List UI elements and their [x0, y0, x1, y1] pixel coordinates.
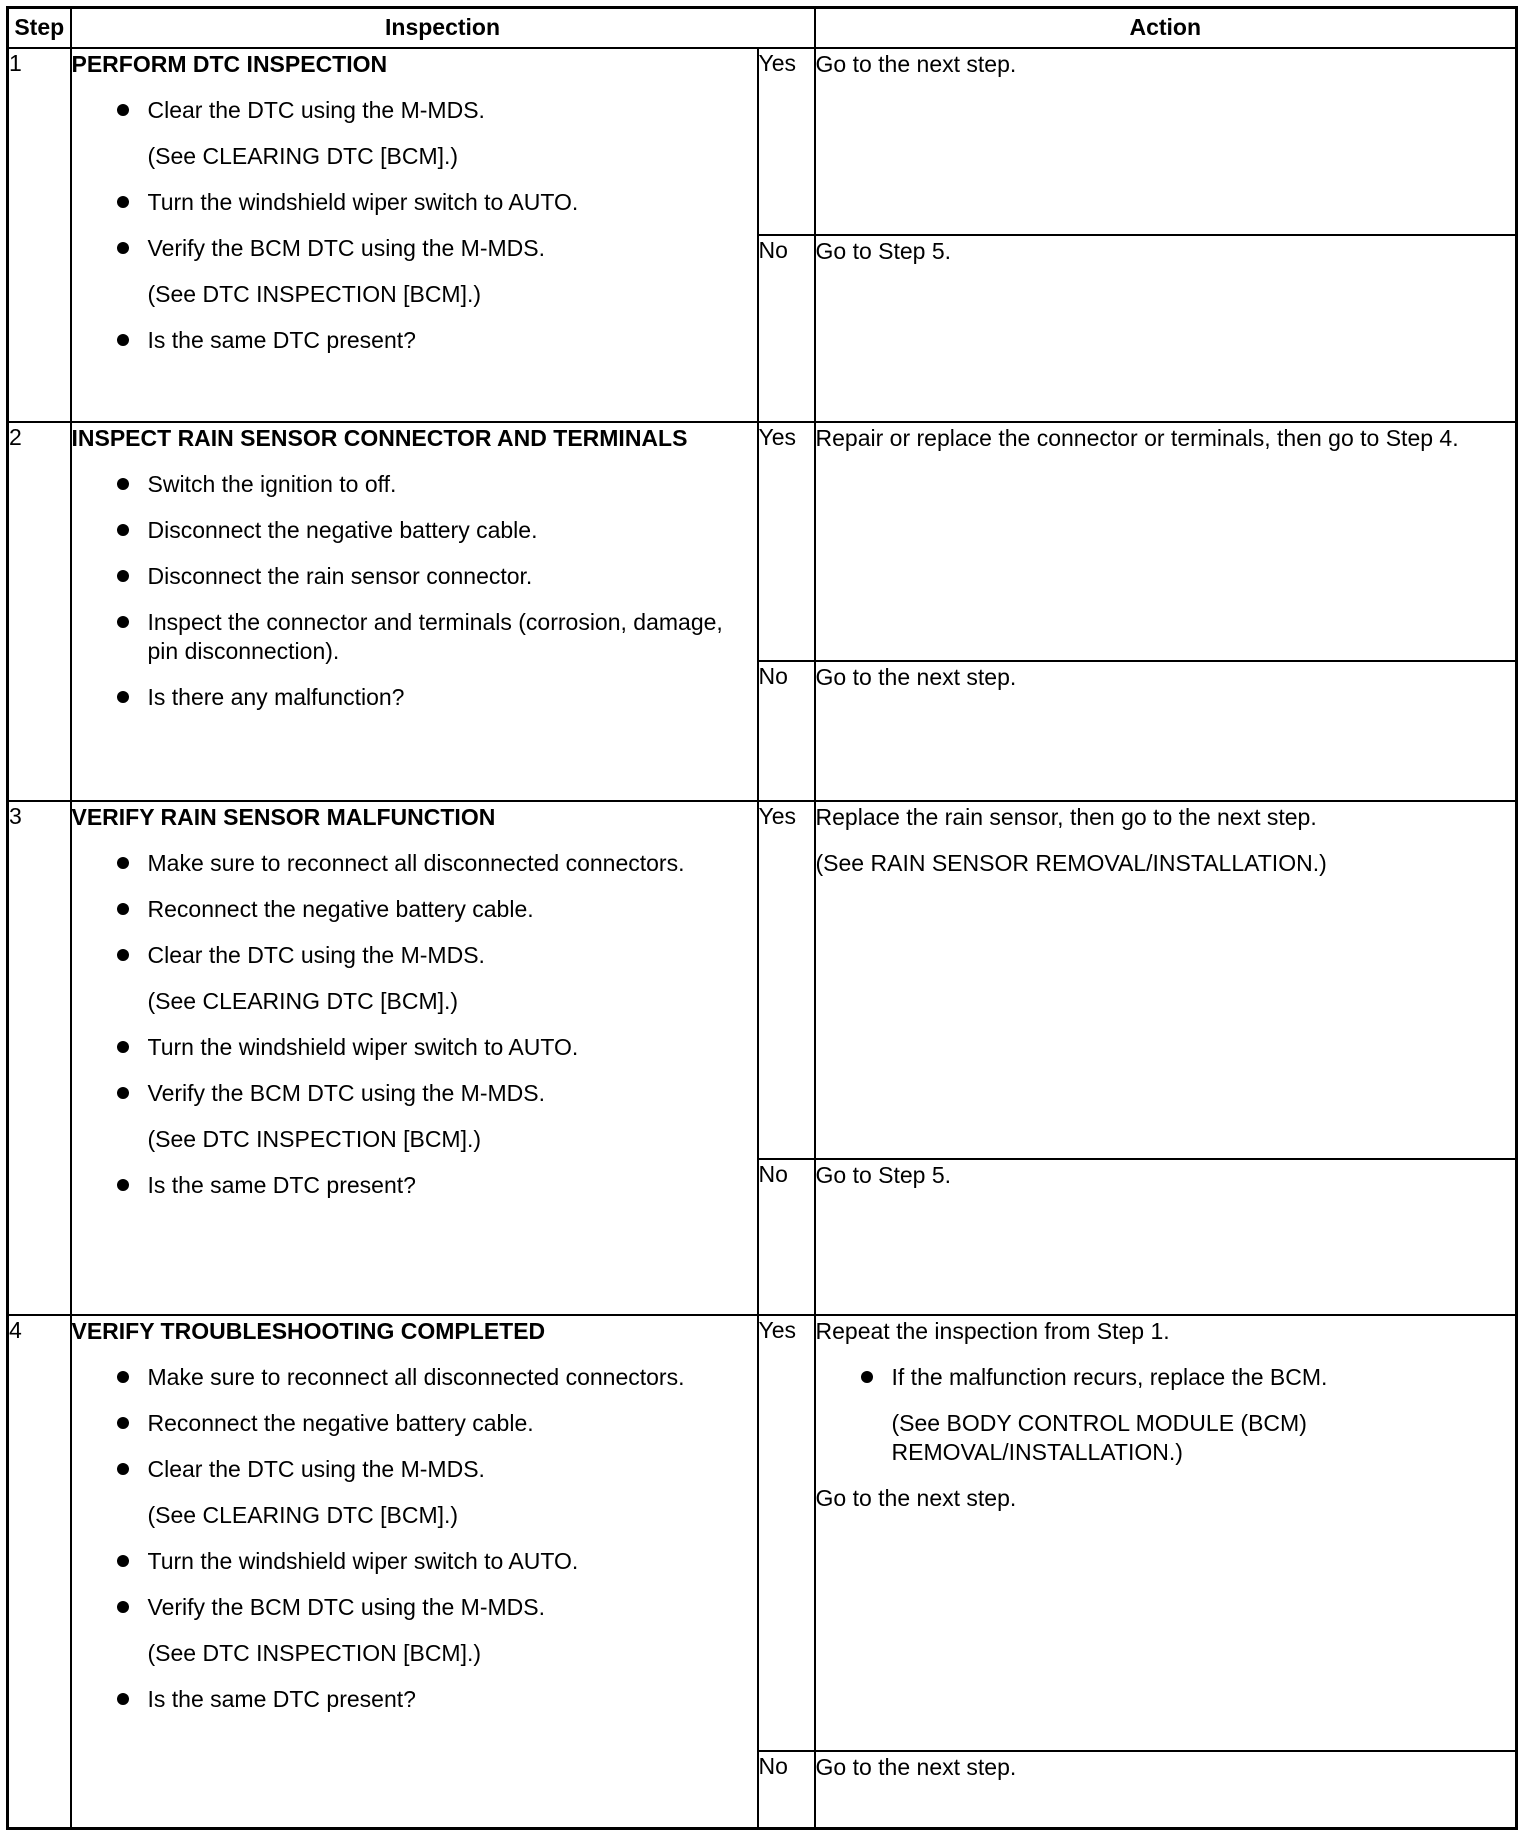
- step-number: 3: [8, 801, 71, 1315]
- step-number: 4: [8, 1315, 71, 1828]
- action-text: Repeat the inspection from Step 1.: [815, 1318, 1170, 1345]
- yes-label: Yes: [758, 801, 815, 1159]
- inspection-list: [72, 470, 757, 712]
- inspection-item: Inspect the connector and terminals (corrosion, damage, pin disconnection).: [72, 608, 757, 666]
- inspection-item: Is the same DTC present?: [72, 1171, 757, 1200]
- inspection-item: Is there any malfunction?: [72, 683, 757, 712]
- action-text: Go to the next step.: [815, 1485, 1017, 1512]
- action-text: Replace the rain sensor, then go to the next step.: [815, 804, 1317, 831]
- inspection-reference: (See CLEARING DTC [BCM].): [147, 142, 459, 169]
- header-step: Step: [8, 8, 71, 48]
- inspection-cell: [71, 1315, 758, 1828]
- yes-action: [815, 48, 1517, 235]
- inspection-cell: [71, 422, 758, 801]
- header-action: Action: [815, 8, 1517, 48]
- no-action: [815, 661, 1517, 801]
- yes-action: [815, 801, 1517, 1159]
- inspection-item: Turn the windshield wiper switch to AUTO.: [72, 1033, 757, 1062]
- inspection-item: Reconnect the negative battery cable.: [72, 895, 757, 924]
- yes-label: Yes: [758, 1315, 815, 1751]
- inspection-title: VERIFY RAIN SENSOR MALFUNCTION: [71, 804, 496, 831]
- inspection-item: Disconnect the negative battery cable.: [72, 516, 757, 545]
- action-text: Go to the next step.: [815, 663, 1017, 690]
- inspection-item: Clear the DTC using the M-MDS.: [72, 1455, 757, 1484]
- yes-label: Yes: [758, 48, 815, 235]
- inspection-item: Make sure to reconnect all disconnected connectors.: [72, 1363, 757, 1392]
- inspection-item: Is the same DTC present?: [72, 1685, 757, 1714]
- action-reference: (See BODY CONTROL MODULE (BCM) REMOVAL/INSTALLATION.): [891, 1410, 1307, 1466]
- inspection-list: [72, 849, 757, 1200]
- action-text: Go to the next step.: [815, 1754, 1017, 1781]
- inspection-list: [72, 1363, 757, 1714]
- yes-action: [815, 1315, 1517, 1751]
- action-text: Go to the next step.: [815, 50, 1017, 77]
- no-label: No: [758, 1159, 815, 1315]
- inspection-cell: [71, 801, 758, 1315]
- step-row-2: [8, 422, 1517, 661]
- inspection-item: Verify the BCM DTC using the M-MDS.: [72, 1593, 757, 1622]
- inspection-item: Make sure to reconnect all disconnected connectors.: [72, 849, 757, 878]
- inspection-item: Clear the DTC using the M-MDS.: [72, 941, 757, 970]
- step-number: 1: [8, 48, 71, 423]
- inspection-reference: (See DTC INSPECTION [BCM].): [147, 1126, 482, 1153]
- no-label: No: [758, 1751, 815, 1828]
- header-row: [8, 8, 1517, 48]
- inspection-item: Reconnect the negative battery cable.: [72, 1409, 757, 1438]
- step-row-3: [8, 801, 1517, 1159]
- inspection-item: Switch the ignition to off.: [72, 470, 757, 499]
- no-action: [815, 235, 1517, 422]
- troubleshooting-table: [6, 6, 1518, 1830]
- header-inspection: Inspection: [71, 8, 815, 48]
- yes-label: Yes: [758, 422, 815, 661]
- no-label: No: [758, 235, 815, 422]
- inspection-item: Verify the BCM DTC using the M-MDS.: [72, 1079, 757, 1108]
- action-text: Go to Step 5.: [815, 237, 952, 264]
- step-row-1: [8, 48, 1517, 235]
- inspection-item: Disconnect the rain sensor connector.: [72, 562, 757, 591]
- inspection-item: Clear the DTC using the M-MDS.: [72, 96, 757, 125]
- action-bullet: If the malfunction recurs, replace the BCM.: [816, 1363, 1516, 1392]
- inspection-title: VERIFY TROUBLESHOOTING COMPLETED: [71, 1318, 546, 1345]
- inspection-item: Turn the windshield wiper switch to AUTO.: [72, 188, 757, 217]
- inspection-list: [72, 96, 757, 355]
- inspection-item: Is the same DTC present?: [72, 326, 757, 355]
- no-action: [815, 1751, 1517, 1828]
- inspection-reference: (See CLEARING DTC [BCM].): [147, 988, 459, 1015]
- step-number: 2: [8, 422, 71, 801]
- inspection-item: Turn the windshield wiper switch to AUTO.: [72, 1547, 757, 1576]
- action-text: Go to Step 5.: [815, 1161, 952, 1188]
- action-text: Repair or replace the connector or terminals, then go to Step 4.: [815, 425, 1459, 452]
- inspection-item: Verify the BCM DTC using the M-MDS.: [72, 234, 757, 263]
- inspection-title: INSPECT RAIN SENSOR CONNECTOR AND TERMINALS: [71, 425, 688, 452]
- no-action: [815, 1159, 1517, 1315]
- inspection-reference: (See DTC INSPECTION [BCM].): [147, 280, 482, 307]
- inspection-cell: [71, 48, 758, 423]
- yes-action: [815, 422, 1517, 661]
- step-row-4: [8, 1315, 1517, 1751]
- inspection-reference: (See DTC INSPECTION [BCM].): [147, 1640, 482, 1667]
- inspection-title: PERFORM DTC INSPECTION: [71, 50, 388, 77]
- action-reference: (See RAIN SENSOR REMOVAL/INSTALLATION.): [815, 850, 1327, 877]
- inspection-reference: (See CLEARING DTC [BCM].): [147, 1502, 459, 1529]
- no-label: No: [758, 661, 815, 801]
